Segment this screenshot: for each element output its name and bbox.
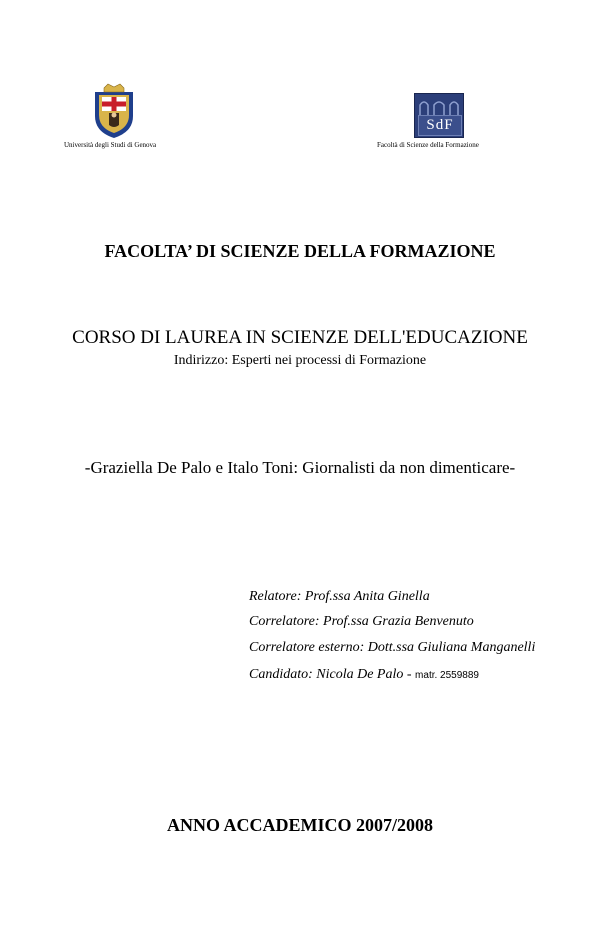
- candidato-line: [249, 667, 479, 683]
- university-caption: Università degli Studi di Genova: [64, 141, 157, 149]
- correlatore-line: Correlatore: Prof.ssa Grazia Benvenuto: [249, 614, 474, 629]
- address-line: Indirizzo: Esperti nei processi di Formazione: [173, 353, 427, 368]
- matricola-text: matr. 2559889: [415, 670, 479, 681]
- faculty-heading: FACOLTA’ DI SCIENZE DELLA FORMAZIONE: [104, 241, 496, 261]
- arches-graphic: [415, 96, 463, 116]
- sdf-letters: SdF: [418, 115, 462, 136]
- university-crest-logo: [93, 82, 135, 140]
- thesis-title: -Graziella De Palo e Italo Toni: Giornalisti da non dimenticare-: [84, 458, 516, 477]
- sdf-logo: [414, 93, 464, 138]
- academic-year: ANNO ACCADEMICO 2007/2008: [166, 815, 433, 835]
- relatore-line: Relatore: Prof.ssa Anita Ginella: [249, 589, 430, 604]
- candidato-text: Candidato: Nicola De Palo -: [249, 667, 412, 682]
- course-heading: CORSO DI LAUREA IN SCIENZE DELL'EDUCAZIONE: [72, 327, 528, 348]
- correlatore-esterno-line: Correlatore esterno: Dott.ssa Giuliana Manganelli: [249, 640, 536, 655]
- faculty-caption: Facoltà di Scienze della Formazione: [377, 141, 479, 149]
